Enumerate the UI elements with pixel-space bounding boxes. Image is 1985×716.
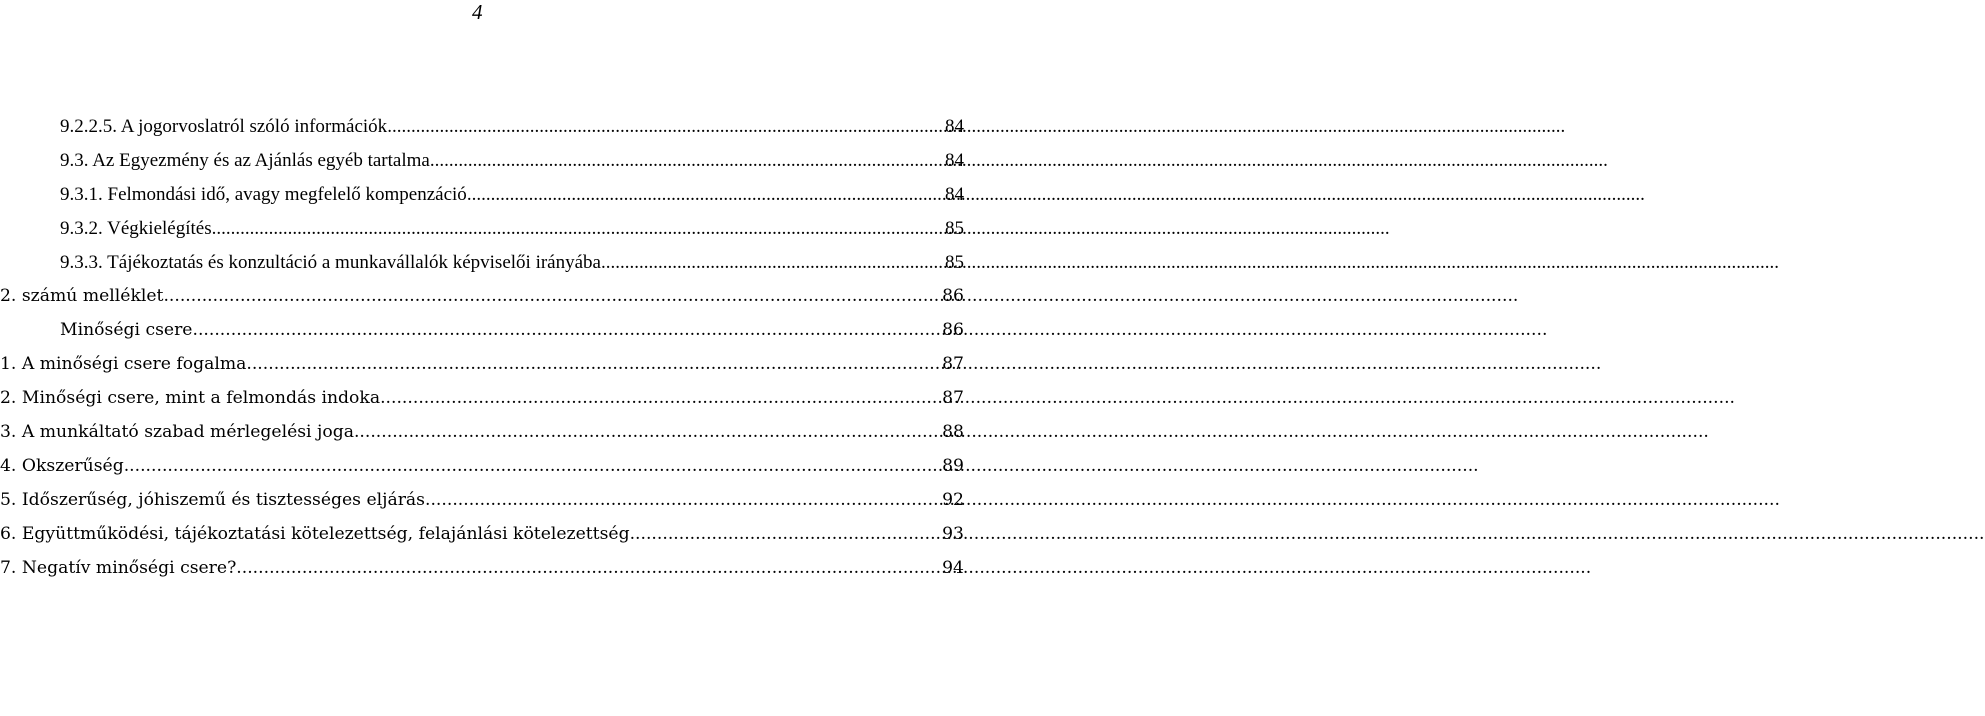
toc-entry-title: 5. Időszerűség, jóhiszemű és tisztességes eljárás [0,490,425,510]
toc-entry-page: 85 [945,252,964,273]
toc-entry-title: 9.3.1. Felmondási idő, avagy megfelelő kompenzáció [60,184,467,205]
page-number: 4 [472,0,483,24]
toc-entry-title: 9.3.2. Végkielégítés [60,218,212,239]
toc-entry-title: 9.3.3. Tájékoztatás és konzultáció a munkavállalók képviselői irányába [60,252,601,273]
toc-entry-title: 6. Együttműködési, tájékoztatási kötelezettség, felajánlási kötelezettség [0,524,630,544]
toc-entry-page: 89 [942,456,964,476]
toc-entry[interactable] [60,184,964,218]
toc-leader-dots [601,252,945,274]
toc-entry[interactable] [0,422,964,456]
toc-leader-dots [124,456,942,476]
toc-entry-page: 88 [942,422,964,442]
toc-entry-title: 9.3. Az Egyezmény és az Ajánlás egyéb tartalma [60,150,430,171]
toc-entry-title: 2. számú melléklet [0,286,164,306]
toc-leader-dots [467,184,945,206]
toc-entry-page: 87 [942,388,964,408]
toc-entry-title: 4. Okszerűség [0,456,124,476]
toc-leader-dots [192,320,942,340]
toc-leader-dots [246,354,942,374]
toc-entry-title: 7. Negatív minőségi csere? [0,558,237,578]
toc-entry-page: 84 [945,150,964,171]
toc-entry-page: 92 [942,490,964,510]
toc-entry-page: 93 [942,524,964,544]
toc-entry-title: 2. Minőségi csere, mint a felmondás indoka [0,388,381,408]
toc-entry-page: 87 [942,354,964,374]
toc-entry-page: 85 [945,218,964,239]
toc-leader-dots [163,286,942,306]
toc-entry[interactable] [0,286,964,320]
toc-entry-title: 9.2.2.5. A jogorvoslatról szóló információk [60,116,388,137]
toc-entry-title: 3. A munkáltató szabad mérlegelési joga [0,422,354,442]
toc-leader-dots [430,150,945,172]
toc-entry-page: 84 [945,184,964,205]
toc-entry[interactable] [0,456,964,490]
toc-entry[interactable] [0,490,964,524]
toc-entry-page: 86 [942,320,964,340]
toc-entry[interactable] [60,116,964,150]
toc-leader-dots [236,558,942,578]
toc-entry[interactable] [60,150,964,184]
toc-entry-title: Minőségi csere [60,320,193,340]
table-of-contents [0,116,964,592]
toc-leader-dots [425,490,942,510]
toc-entry-page: 84 [945,116,964,137]
toc-entry[interactable] [0,524,964,558]
toc-entry[interactable] [60,252,964,286]
toc-entry-page: 86 [942,286,964,306]
toc-leader-dots [387,116,945,138]
toc-leader-dots [630,524,943,544]
toc-entry-page: 94 [942,558,964,578]
toc-entry[interactable] [60,218,964,252]
toc-entry[interactable] [0,354,964,388]
toc-entry[interactable] [0,558,964,592]
toc-entry[interactable] [0,388,964,422]
toc-entry[interactable] [0,320,964,354]
toc-leader-dots [212,218,945,240]
toc-entry-title: 1. A minőségi csere fogalma [0,354,247,374]
toc-leader-dots [380,388,942,408]
toc-leader-dots [354,422,942,442]
